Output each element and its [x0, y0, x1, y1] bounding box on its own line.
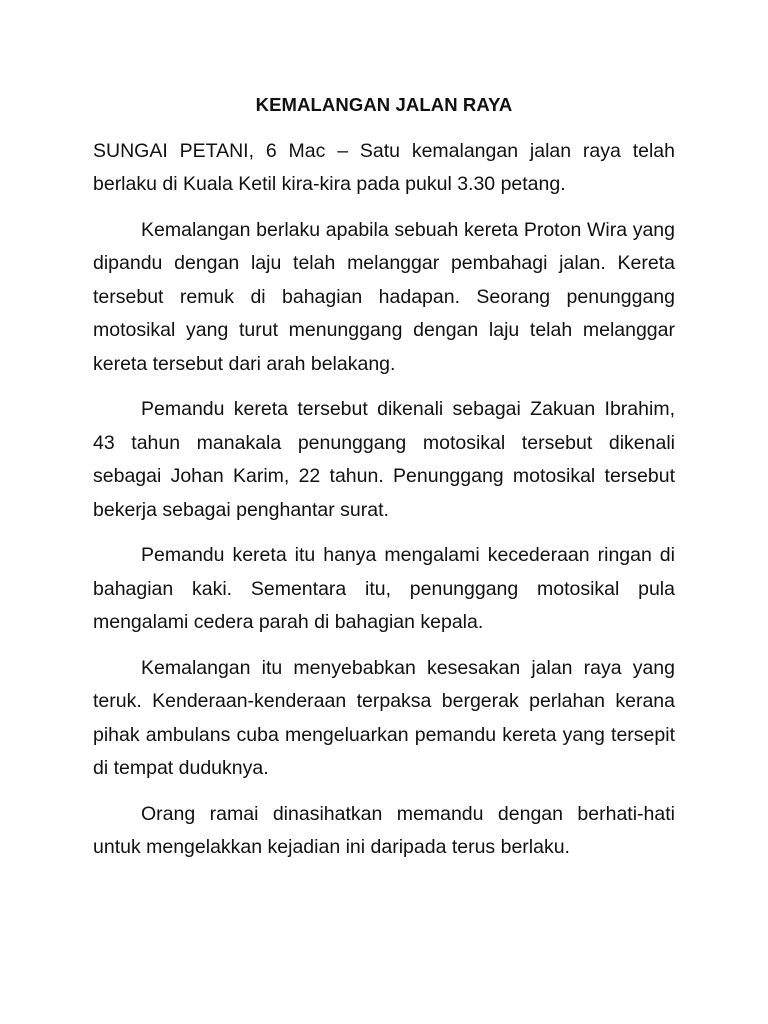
paragraph-injuries: Pemandu kereta itu hanya mengalami kecederaan ringan di bahagian kaki. Sementara itu, penunggang motosikal pula mengalami cedera parah di bahagian kepala.	[93, 544, 675, 633]
paragraph-advice: Orang ramai dinasihatkan memandu dengan berhati-hati untuk mengelakkan kejadian ini daripada terus berlaku.	[93, 802, 675, 858]
paragraph-traffic: Kemalangan itu menyebabkan kesesakan jalan raya yang teruk. Kenderaan-kenderaan terpaksa bergerak perlahan kerana pihak ambulans cuba mengeluarkan pemandu kereta yang tersepit di tempat duduknya.	[93, 656, 675, 779]
paragraph-accident-details: Kemalangan berlaku apabila sebuah kereta Proton Wira yang dipandu dengan laju telah melanggar pembahagi jalan. Kereta tersebut remuk di bahagian hadapan. Seorang penunggang motosikal yang turut menunggang dengan laju telah melanggar kereta tersebut dari arah belakang.	[93, 218, 675, 375]
paragraph-dateline: SUNGAI PETANI, 6 Mac – Satu kemalangan jalan raya telah berlaku di Kuala Ketil kira-kira pada pukul 3.30 petang.	[93, 139, 675, 195]
article-body	[93, 88, 675, 877]
article-title: KEMALANGAN JALAN RAYA	[255, 94, 513, 115]
paragraph-identities: Pemandu kereta tersebut dikenali sebagai Zakuan Ibrahim, 43 tahun manakala penunggang motosikal tersebut dikenali sebagai Johan Karim, 22 tahun. Penunggang motosikal tersebut bekerja sebagai penghantar surat.	[93, 398, 675, 521]
